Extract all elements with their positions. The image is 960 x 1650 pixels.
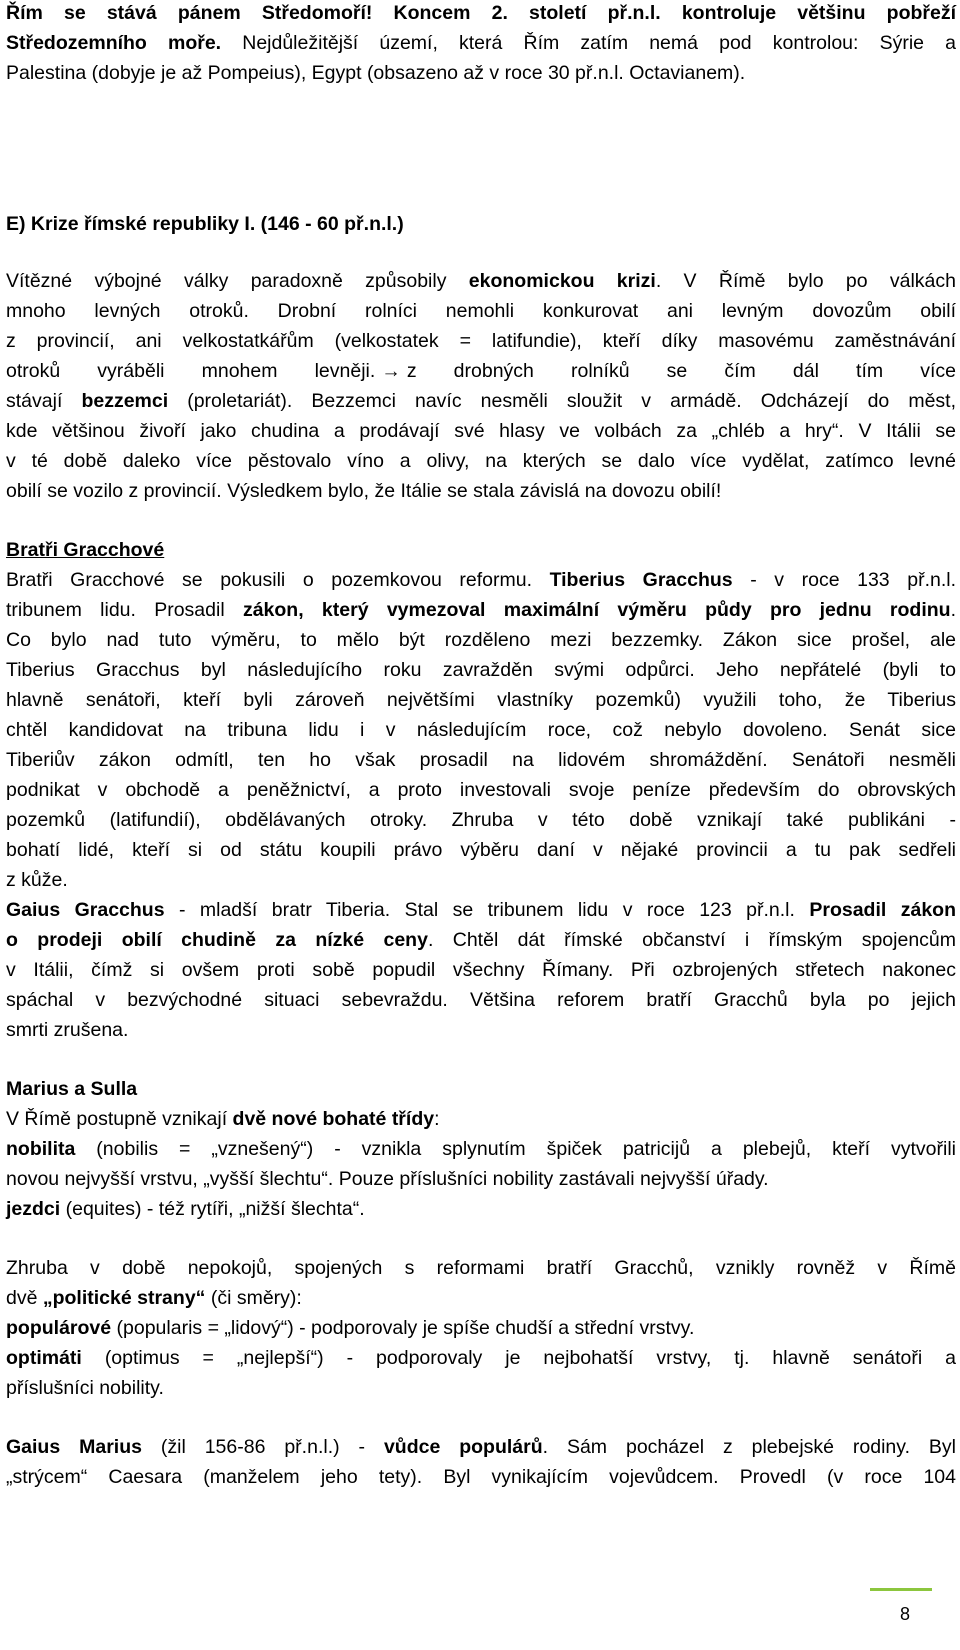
text-segment: z kůže. (6, 869, 68, 891)
text-segment: vůdce populárů (383, 1436, 543, 1458)
text-segment: nobilita (6, 1138, 76, 1160)
text-segment: ekonomickou krizi (468, 270, 656, 292)
text-segment: . V Římě bylo po válkách (655, 270, 956, 292)
text-segment: chtěl kandidovat na tribuna lidu i v následujícím roce, což nebylo dovoleno. Senát sice (6, 719, 956, 741)
text-segment: (equites) - též rytíři, „nižší šlechta“. (60, 1198, 365, 1220)
text-line (6, 955, 956, 986)
text-line (6, 1462, 956, 1493)
text-segment: pozemků (latifundií), obdělávaných otroky. Zhruba v této době vznikají také publikáni - (6, 809, 956, 831)
text-segment: Nejdůležitější území, která Řím zatím nemá pod kontrolou: Sýrie a (221, 32, 956, 54)
text-segment: Bratři Gracchové (6, 539, 165, 561)
text-segment: Bratři Gracchové se pokusili o pozemkovou reformu. (6, 569, 550, 591)
text-segment: (nobilis = „vznešený“) - vznikla splynutím špiček patricijů a plebejů, kteří vytvořili (75, 1138, 956, 1160)
text-segment: mnoho levných otroků. Drobní rolníci nemohli konkurovat ani levným dovozům obilí (6, 300, 956, 322)
text-segment: z provincií, ani velkostatkářům (velkostatek = latifundie), kteří díky masovému zaměstnávání (6, 330, 956, 352)
text-line (6, 1164, 956, 1195)
text-line (6, 805, 956, 836)
text-segment: jezdci (6, 1198, 61, 1220)
text-line (6, 655, 956, 686)
text-segment: dvě nové bohaté třídy (232, 1108, 435, 1130)
text-segment: Marius a Sulla (6, 1078, 138, 1100)
text-segment: bezzemci (81, 390, 169, 412)
text-line (6, 535, 956, 566)
text-segment: Zhruba v době nepokojů, spojených s reformami bratří Gracchů, vznikly rovněž v Římě (6, 1257, 956, 1279)
text-segment: „politické strany“ (42, 1287, 206, 1309)
text-line (6, 1313, 956, 1344)
text-line (6, 1253, 956, 1284)
text-line (6, 745, 956, 776)
text-segment: Středozemního moře. (6, 32, 222, 54)
text-line (6, 296, 956, 327)
text-segment: z drobných rolníků se čím dál tím více (406, 360, 956, 382)
text-line (6, 356, 956, 387)
text-segment: : (434, 1108, 440, 1130)
text-segment: zákon, který vymezoval maximální výměru půdy pro jednu rodinu (242, 599, 951, 621)
text-line (6, 386, 956, 417)
text-segment: . Sám pocházel z plebejské rodiny. Byl (542, 1436, 956, 1458)
text-segment: . Chtěl dát římské občanství i římským spojencům (427, 929, 957, 951)
text-segment: Tiberius Gracchus (549, 569, 733, 591)
text-segment: spáchal v bezvýchodné situaci sebevraždu. Většina reforem bratří Gracchů byla po jejich (6, 989, 956, 1011)
text-line (6, 1343, 956, 1374)
text-segment: smrti zrušena. (6, 1019, 129, 1041)
text-segment: Řím se stává pánem Středomoří! Koncem 2. století př.n.l. kontroluje většinu pobřeží (6, 2, 956, 24)
text-line (6, 58, 956, 89)
page-number: 8 (899, 1604, 910, 1624)
text-line (6, 1432, 956, 1463)
text-segment: optimáti (6, 1347, 82, 1369)
text-segment: (optimus = „nejlepší“) - podporovaly je nejbohatší vrstvy, tj. hlavně senátoři a (81, 1347, 956, 1369)
text-line (6, 625, 956, 656)
text-line (6, 209, 956, 240)
text-line (6, 416, 956, 447)
text-segment: novou nejvyšší vrstvu, „vyšší šlechtu“. Pouze příslušníci nobility zastávali nejvyšší úřady. (6, 1168, 769, 1190)
text-segment: dvě (6, 1287, 43, 1309)
text-line (6, 1283, 956, 1314)
text-segment: v Itálii, čímž si ovšem proti sobě popudil všechny Římany. Při ozbrojených střetech nakonec (6, 959, 956, 981)
text-segment: Prosadil zákon (809, 899, 956, 921)
text-segment: . (950, 599, 957, 621)
text-line (6, 1134, 956, 1165)
text-segment: o prodeji obilí chudině za nízké ceny (6, 929, 428, 951)
text-line (6, 326, 956, 357)
text-segment: bohatí lidé, kteří si od státu koupili právo výběru daní v nějaké provincii a tu pak sedřeli (6, 839, 956, 861)
text-segment: Gaius Gracchus (6, 899, 165, 921)
text-line (6, 1104, 956, 1135)
text-segment: tribunem lidu. Prosadil (6, 599, 243, 621)
text-line (6, 476, 956, 507)
text-line (6, 1074, 956, 1105)
text-segment: V Římě postupně vznikají (6, 1108, 233, 1130)
arrow-icon: → (381, 360, 401, 382)
text-segment: hlavně senátoři, kteří byli zároveň největšími vlastníky pozemků) využili toho, že Tiberius (6, 689, 956, 711)
text-segment: podnikat v obchodě a peněžnictví, a proto investovali svoje peníze především do obrovských (6, 779, 956, 801)
text-segment: (proletariát). Bezzemci navíc nesměli sloužit v armádě. Odcházejí do měst, (168, 390, 956, 412)
text-segment: (žil 156-86 př.n.l.) - (141, 1436, 384, 1458)
text-line (6, 446, 956, 477)
text-segment: obilí se vozilo z provincií. Výsledkem bylo, že Itálie se stala závislá na dovozu obilí! (6, 480, 722, 502)
text-segment: - v roce 133 př.n.l. (732, 569, 957, 591)
text-segment: příslušníci nobility. (6, 1377, 164, 1399)
text-segment: Gaius Marius (6, 1436, 142, 1458)
text-segment: E) Krize římské republiky I. (146 - 60 př.n.l.) (6, 213, 404, 235)
text-segment: Palestina (dobyje je až Pompeius), Egypt (obsazeno až v roce 30 př.n.l. Octavianem). (6, 62, 746, 84)
text-line (6, 1373, 956, 1404)
text-line (6, 925, 956, 956)
text-line (6, 565, 956, 596)
text-segment: „strýcem“ Caesara (manželem jeho tety). Byl vynikajícím vojevůdcem. Provedl (v roce 104 (6, 1466, 956, 1488)
text-line (6, 0, 956, 29)
text-line (6, 715, 956, 746)
text-segment: v té době daleko více pěstovalo víno a olivy, na kterých se dalo více vydělat, zatímco levné (6, 450, 956, 472)
text-line (6, 985, 956, 1016)
text-segment: Vítězné výbojné války paradoxně způsobily (6, 270, 469, 292)
text-line (6, 835, 956, 866)
page-number-bar (870, 1588, 932, 1591)
text-segment: stávají (6, 390, 82, 412)
text-segment: Tiberius Gracchus byl následujícího roku zavražděn svými odpůrci. Jeho nepřátelé (byli to (6, 659, 956, 681)
text-line (6, 685, 956, 716)
text-line (6, 1194, 956, 1225)
text-segment: kde většinou živoří jako chudina a prodávají své hlasy ve volbách za „chléb a hry“. V Itálii se (6, 420, 956, 442)
text-line (6, 595, 956, 626)
text-line (6, 1015, 956, 1046)
text-segment: Co bylo nad tuto výměru, to mělo být rozděleno mezi bezzemky. Zákon sice prošel, ale (6, 629, 956, 651)
text-segment: (či směry): (205, 1287, 302, 1309)
text-line (6, 28, 956, 59)
text-line (6, 895, 956, 926)
text-segment: populárové (6, 1317, 112, 1339)
text-segment: (popularis = „lidový“) - podporovaly je spíše chudší a střední vrstvy. (111, 1317, 695, 1339)
text-line (6, 775, 956, 806)
text-segment: - mladší bratr Tiberia. Stal se tribunem lidu v roce 123 př.n.l. (164, 899, 810, 921)
text-line (6, 865, 956, 896)
text-segment: otroků vyráběli mnohem levněji. (6, 360, 376, 382)
text-line (6, 266, 956, 297)
text-segment: Tiberiův zákon odmítl, ten ho však prosadil na lidovém shromáždění. Senátoři nesměli (6, 749, 956, 771)
